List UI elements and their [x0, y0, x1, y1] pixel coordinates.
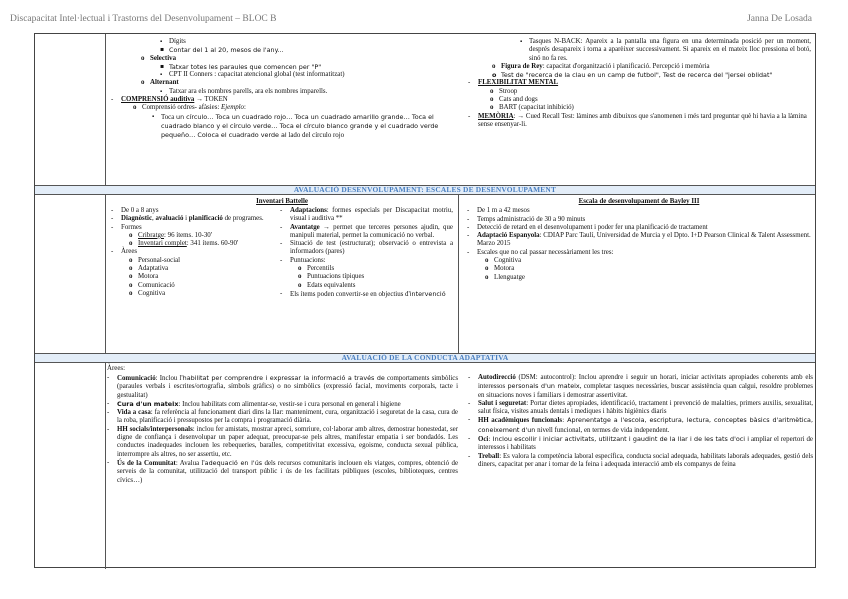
cura-label: Cura d'un mateix	[117, 399, 179, 408]
list-item	[107, 459, 458, 485]
list-item	[111, 96, 453, 140]
list-item: o Puntuacions típiques	[298, 273, 453, 281]
acad-b: nivell funcional, en termes de vida independent.	[535, 426, 670, 434]
comprensio-sub-italic: Ejemplo	[221, 104, 244, 112]
list-item	[141, 55, 453, 80]
us-h: adequació en l'ús	[204, 458, 263, 467]
oci-label: Oci	[478, 436, 489, 444]
list-item	[468, 416, 813, 435]
list-item: o Cognitiva	[129, 290, 269, 298]
comprensio-sub: Comprensió ordres- afàsies:	[142, 104, 222, 112]
auto-b: , completar tasques necessàries, buscar assistència quan calgui, resoldre problemes en situacions noves i familiars i demostrar assertivitat.	[478, 383, 813, 399]
list-item	[107, 374, 458, 400]
col-divider	[105, 362, 106, 569]
section-band-adaptive: AVALUACIÓ DE LA CONDUCTA ADAPTATIVA	[35, 354, 815, 362]
us-label: Ús de la Comunitat	[117, 459, 176, 467]
cribratge-label: Cribratge	[138, 231, 165, 239]
comunicacio-a: : Inclou l'	[155, 375, 183, 382]
list-item: ▪ Tatxar totes les paraules que comencen per "P"	[160, 63, 453, 71]
list-item	[107, 409, 458, 426]
section1-right	[468, 38, 811, 129]
us-b: dels recursos comunitaris inclouen els viatges, compres, obtenció de serveis de la comunitat, utilització del transport públic i ús de les facilitats públiques (escoles, biblioteques, centres cívics…)	[117, 459, 458, 484]
list-item: ▪ Contar del 1 al 20, mesos de l'any...	[160, 46, 453, 54]
list-item	[111, 215, 269, 223]
diag-text: de programes.	[222, 215, 264, 223]
list-item: o Llenguatge	[485, 274, 811, 282]
list-item	[467, 249, 811, 282]
list-item	[467, 232, 811, 249]
escales-label: Escales que no cal passar necessàriament les tres:	[477, 248, 614, 256]
list-item	[129, 240, 269, 248]
list-item: o Edats equivalents	[298, 282, 453, 290]
complet-text: : 341 ítems. 60-90'	[186, 240, 239, 248]
list-item: o Test de "recerca de la clau en un camp de futbol", Test de recerca del "jersei oblidat"	[492, 71, 811, 79]
list-item	[468, 79, 811, 112]
list-item: o Adaptativa	[129, 265, 269, 273]
salut-label: Salut i seguretat	[478, 399, 527, 407]
bayley-panel	[467, 198, 811, 282]
col-divider	[105, 194, 106, 353]
battelle-title: Inventari Battelle	[256, 198, 308, 205]
cura-text: : Inclou habilitats com alimentar-se, vestir-se i cura personal en general i higiene	[178, 400, 401, 408]
list-item: - Temps administració de 30 a 90 minuts	[467, 216, 811, 224]
diag-bold: planificació	[188, 215, 223, 223]
diag-bold: Diagnòstic	[121, 215, 153, 223]
bayley-adapt-label: Adaptació Espanyola	[477, 232, 540, 240]
auto-a: (DSM: autocontrol): Inclou aprendre i seguir un horari, iniciar activitats apropiades coherents amb els interessos	[478, 374, 813, 391]
document-table	[34, 33, 816, 568]
avant-label: Avantatge	[290, 223, 320, 231]
flex-label: FLEXIBILITAT MENTAL	[478, 79, 559, 87]
auto-label: Autodirecció	[478, 374, 516, 381]
treball-label: Treball	[478, 452, 500, 460]
list-item	[107, 400, 458, 409]
alternant-label: Alternant	[150, 79, 179, 87]
bayley-adapt-text: : CDIAP Parc Taulí, Universidad de Murcia y el Dpto. I+D Pearson Clinical & Talent Assessment. Marzo 2015	[477, 232, 811, 248]
punt-label: Puntuacions:	[290, 256, 326, 264]
col-divider	[105, 34, 106, 185]
list-item	[280, 257, 453, 290]
header-left: Discapacitat Intel·lectual i Trastorns del Desenvolupament – BLOC B	[10, 14, 277, 24]
diag-text: i	[183, 215, 189, 223]
list-item	[280, 224, 453, 241]
vida-text: : fa referència al funcionament diari dins la llar: manteniment, cura, organització i seguretat de la casa, cura de la roba, planificació i pressupostos per la compra i programació diària.	[117, 409, 458, 425]
list-item: ▪ Tasques N-BACK: Apareix a la pantalla una figura en una determinada posició per un moment, després desapareix i torna a aparèixer successivament. Si apareix en el mateix lloc pressiona el botó, sinó no fa res.	[520, 38, 811, 63]
token-end: lado del círculo rojo	[288, 132, 345, 140]
list-item: ▪ Tatxar ara els nombres parells, ara els nombres imparells.	[160, 88, 453, 96]
list-item: - De 1 m a 42 mesos	[467, 207, 811, 215]
adapt-label: Adaptacions	[290, 207, 327, 214]
list-item	[468, 453, 813, 470]
list-item: - Detecció de retard en el desenvolupament i poder fer una planificació de tractament	[467, 224, 811, 232]
list-item: o Personal-social	[129, 257, 269, 265]
treball-text: : Es valora la competència laboral específica, conducta social adequada, habilitats laborals adequades, gestió dels diners, capacitat per anar i tornar de la feina i adequada interacció amb els companys de feina	[478, 452, 813, 468]
list-item	[107, 426, 458, 459]
list-item: o Cognitiva	[485, 257, 811, 265]
list-item	[111, 224, 269, 249]
items-text: Els ítems poden convertir-se en objectius d'	[290, 290, 410, 298]
selectiva-label: Selectiva	[150, 54, 177, 62]
diag-text: ,	[152, 215, 156, 223]
arees-label: Àrees	[121, 248, 138, 256]
list-item: - De 0 a 8 anys	[111, 207, 269, 215]
section1-left	[111, 38, 453, 141]
list-item: o Comprensió ordres- afàsies: Ejemplo: ▪ Toca un círculo… Toca un cuadrado rojo… Toca un cuadrado amarillo grande… Toca el cuadrado blanco y el círculo verde… Toca el círculo blanco grande y el cuadrado verde pequeño… Coloca el cuadrado verde al lado del círculo rojo	[133, 104, 453, 140]
vida-label: Vida a casa	[117, 409, 151, 417]
acad-h: : Aprenentatge a l'escola, escriptura, lectura, conceptes bàsics d'aritmètica, coneixement d'un	[478, 416, 813, 434]
cribratge-text: : 96 ítems. 10-30'	[164, 231, 212, 239]
socials-label: HH socials/interpersonals	[117, 425, 193, 433]
oci-h: : Inclou escollir i iniciar activitats, utilitzant i gaudint de la llar i de les tats d'oci i	[488, 435, 750, 444]
list-item	[152, 113, 453, 141]
complet-label: Inventari complet	[138, 240, 187, 248]
formes-label: Formes	[121, 223, 142, 231]
list-item	[468, 113, 811, 130]
header-right: Janna De Losada	[747, 14, 812, 24]
comprensio-label: COMPRENSIÓ auditiva	[121, 96, 195, 104]
avant-text: → permet que terceres persones ajudin, que manipuli material, permet la comunicació no verbal.	[290, 223, 453, 239]
list-item	[492, 63, 811, 71]
list-item	[111, 248, 269, 298]
list-item	[129, 232, 269, 240]
rey-label: Figura de Rey	[501, 62, 543, 70]
row-divider	[35, 362, 815, 363]
section-band-development: AVALUACIÓ DESENVOLUPAMENT: ESCALES DE DESENVOLUPAMENT	[35, 186, 815, 194]
us-a: : Avalua l'	[175, 459, 205, 467]
row-divider	[35, 194, 815, 195]
token-pre: Toca	[161, 113, 177, 121]
comunicacio-b: comportaments simbòlics (paraules verbals i escrites/ortografia, símbols gràfics) o no simbòlics (expressió facial, moviments corporals, tacte i gestualitat)	[117, 375, 459, 399]
bayley-title: Escala de desenvolupament de Bayley III	[578, 198, 700, 205]
oci-b: ampliar el repertori de interessos i habilitats	[478, 436, 813, 452]
list-item: o Motora	[485, 265, 811, 273]
memoria-label: MEMÒRIA	[478, 112, 514, 120]
list-item	[280, 290, 453, 299]
acad-label: HH acadèmiques funcionals	[478, 417, 563, 425]
comunicacio-label: Comunicació	[117, 375, 156, 382]
list-item: o Motora	[129, 273, 269, 281]
list-item: - Situació de test (estructurat); observació o entrevista a informadors (pares)	[280, 240, 453, 257]
token-text: un círculo… Toca un cuadrado rojo… Toca un cuadrado amarillo grande… Toca el cuadrado blanco y el círculo verde… Toca el círculo blanco grande y el cuadrado verde pequeño… Coloca el cuadrado verde al	[161, 112, 439, 140]
list-item: ▪ CPT II Conners : capacitat atencional global (test informatitzat)	[160, 71, 453, 79]
list-item	[280, 207, 453, 224]
arees-heading: Àrees:	[107, 365, 125, 372]
list-item	[141, 79, 453, 96]
diag-bold: avaluació	[155, 215, 184, 223]
adapt-text: : formes especials per Discapacitat motriu, visual i auditiva **	[290, 207, 453, 223]
list-item: o BART (capacitat inhibició)	[490, 104, 811, 112]
list-item: o Cats and dogs	[490, 96, 811, 104]
list-item: o Percentils	[298, 265, 453, 273]
rey-text: : capacitat d'organització i planificació. Percepció i memòria	[542, 62, 710, 70]
socials-text: : inclou fer amistats, mostrar apreci, somriure, col·laborar amb altres, demostrar honestedat, ser digne de confiança i desenvolupar un paper adequat, preocupar-se pels altres, manifestar empatia i ser bondadós. Les conductes inadequades inclouen les rebequeries, baralles, competitivitat excessiva, egoisme, conducta sexual pública, interrompre als altres, no ser assertiu, etc.	[117, 425, 459, 458]
items-bold: intervenció	[409, 289, 446, 298]
list-item: ▪ Dígits	[160, 38, 453, 46]
comprensio-arrow: → TOKEN	[196, 96, 228, 104]
list-item	[468, 435, 813, 453]
memoria-text: : → Cued Recall Test: làmines amb dibuixos que s'anomenen i més tard preguntar què hi havia a la làmina sense ensenyar-li.	[478, 112, 807, 128]
battelle-panel	[111, 198, 453, 298]
adaptive-panel	[107, 365, 813, 484]
list-item	[468, 374, 813, 400]
salut-text: : Portar dietes apropiades, identificació, tractament i prevenció de malalties, primers auxilis, sexualitat, salut física, visites anuals dentals i mediques i hàbits higiènics diaris	[478, 399, 813, 416]
col-divider	[458, 194, 459, 353]
list-item: o Stroop	[490, 88, 811, 96]
comunicacio-h: habilitat per comprendre i expressar la informació a través de	[182, 374, 385, 382]
list-item	[468, 400, 813, 417]
list-item: o Comunicació	[129, 282, 269, 290]
auto-h: personals d'un mateix	[507, 382, 580, 391]
